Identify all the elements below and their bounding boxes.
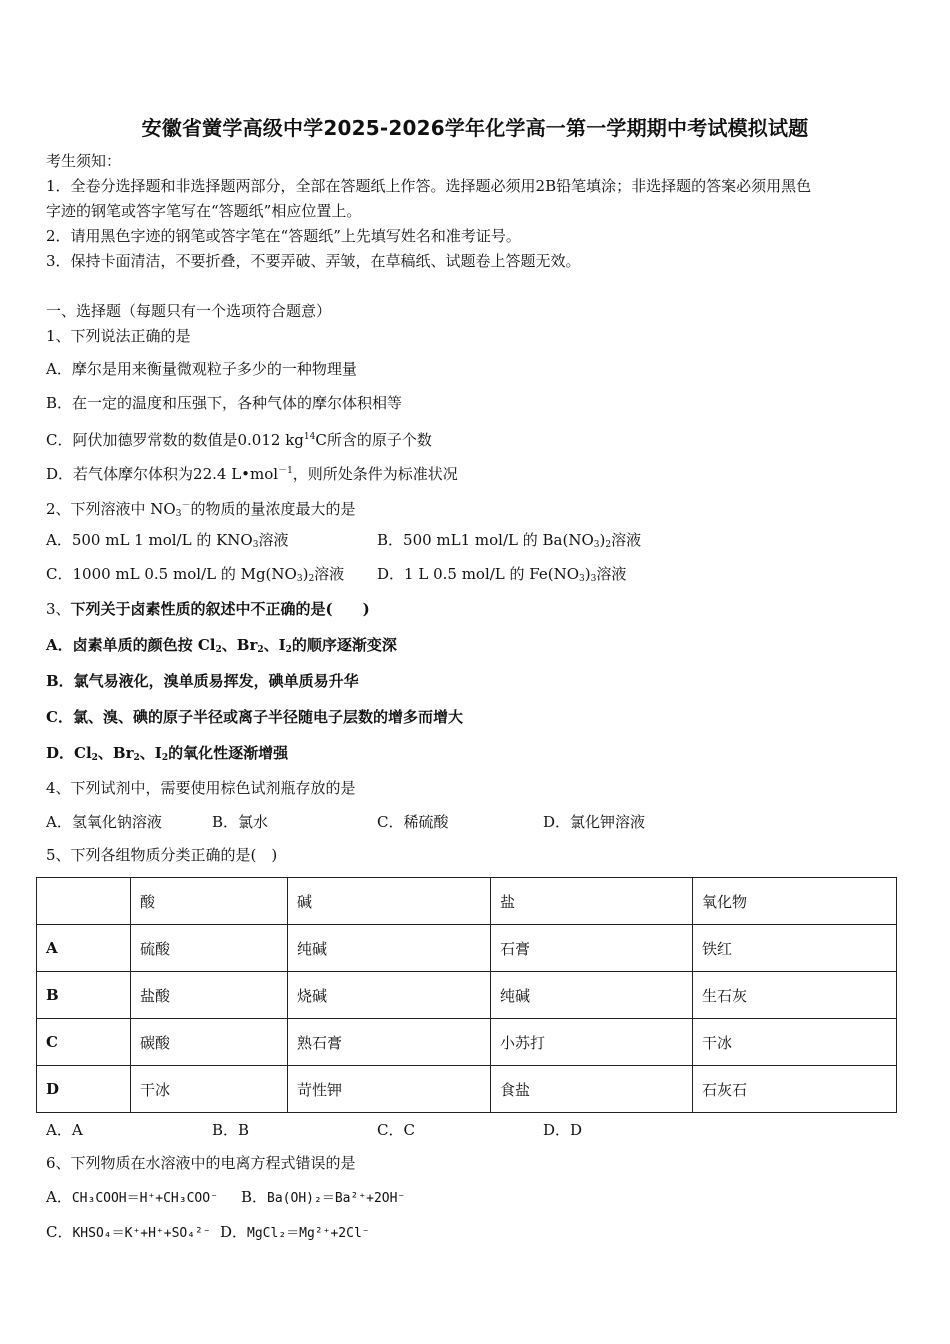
q3-d-sub1: 2	[91, 753, 98, 763]
q3-option-d	[46, 743, 288, 768]
q2-b-sub2: 2	[605, 540, 612, 550]
table-cell: 石膏	[491, 925, 693, 972]
table-cell: 干冰	[131, 1066, 288, 1113]
q3-stem-text: 下列关于卤素性质的叙述中不正确的是( )	[70, 600, 370, 618]
q3-number: 3、	[46, 600, 71, 618]
q2-option-c	[46, 564, 344, 589]
q3-a-sub2: 2	[257, 645, 264, 655]
table-cell: 酸	[131, 878, 288, 925]
q2-c-mid: )	[302, 565, 309, 583]
table-cell: 氧化物	[693, 878, 897, 925]
q6-option-d	[220, 1222, 370, 1244]
table-cell	[37, 878, 131, 925]
notice-heading: 考生须知：	[46, 152, 122, 170]
q2-c-sub2: 2	[308, 574, 315, 584]
q1-option-b: B．在一定的温度和压强下，各种气体的摩尔体积相等	[46, 394, 403, 412]
q3-d-mid2: 、I	[139, 744, 162, 762]
table-cell: 硫酸	[131, 925, 288, 972]
q3-option-c: C．氯、溴、碘的原子半径或离子半径随电子层数的增多而增大	[46, 708, 463, 726]
q3-a-mid2: 、I	[263, 636, 286, 654]
q2-b-end: 溶液	[611, 531, 642, 549]
q6-d-equation: MgCl₂＝Mg²⁺+2Cl⁻	[247, 1226, 370, 1241]
q2-d-end: 溶液	[596, 565, 627, 583]
q6-stem: 6、下列物质在水溶液中的电离方程式错误的是	[46, 1154, 356, 1172]
q6-option-c	[46, 1222, 211, 1244]
q2-stem-text: 2、下列溶液中 NO	[46, 500, 176, 518]
q6-b-equation: Ba(OH)₂＝Ba²⁺+2OH⁻	[267, 1191, 406, 1206]
q2-stem-sub: 3	[175, 509, 182, 519]
q2-c-end: 溶液	[314, 565, 345, 583]
q1-option-c	[46, 427, 432, 450]
table-header-row	[37, 878, 897, 925]
q3-d-mid1: 、Br	[97, 744, 134, 762]
q2-d-sub1: 3	[579, 574, 585, 584]
q2-option-d	[377, 564, 626, 589]
table-cell: 碳酸	[131, 1019, 288, 1066]
q5-option-b: B．B	[212, 1121, 250, 1139]
q1-c-text: C．阿伏加德罗常数的数值是0.012 kg	[46, 431, 304, 449]
table-cell: 烧碱	[288, 972, 491, 1019]
q1-option-a: A．摩尔是用来衡量微观粒子多少的一种物理量	[46, 360, 357, 378]
q1-c-text-end: C所含的原子个数	[315, 431, 432, 449]
q2-d-sub2: 3	[590, 574, 597, 584]
q5-option-d: D．D	[543, 1121, 583, 1139]
q1-d-text: D．若气体摩尔体积为22.4 L•mol	[46, 465, 279, 483]
section-heading: 一、选择题（每题只有一个选项符合题意）	[46, 302, 332, 320]
q2-stem	[46, 496, 356, 524]
table-cell: 熟石膏	[288, 1019, 491, 1066]
q5-option-c: C．C	[377, 1121, 415, 1139]
table-cell: D	[37, 1066, 131, 1113]
q2-stem-text-end: 的物质的量浓度最大的是	[190, 500, 356, 518]
q2-d-text: D．1 L 0.5 mol/L 的 Fe(NO	[377, 565, 580, 583]
q1-c-sup: 14	[303, 432, 316, 442]
table-cell: 盐酸	[131, 972, 288, 1019]
table-cell: 苛性钾	[288, 1066, 491, 1113]
q3-a-mid1: 、Br	[221, 636, 258, 654]
q3-a-sub1: 2	[215, 645, 222, 655]
q1-stem: 1、下列说法正确的是	[46, 327, 191, 345]
q2-d-mid: )	[584, 565, 591, 583]
q4-option-d: D．氯化钾溶液	[543, 813, 646, 831]
q3-d-end: 的氧化性逐渐增强	[168, 744, 289, 762]
page-title: 安徽省黉学高级中学2025-2026学年化学高一第一学期期中考试模拟试题	[141, 116, 809, 140]
q3-a-end: 的顺序逐渐变深	[291, 636, 397, 654]
q2-a-text: A．500 mL 1 mol/L 的 KNO	[46, 531, 253, 549]
notice-item-1-cont: 字迹的钢笔或答字笔写在“答题纸”相应位置上。	[46, 202, 362, 220]
table-cell: 生石灰	[693, 972, 897, 1019]
q3-d-text: D．Cl	[46, 744, 92, 762]
table-cell: 纯碱	[491, 972, 693, 1019]
q3-option-b: B．氯气易液化，溴单质易挥发，碘单质易升华	[46, 672, 359, 690]
table-row	[37, 925, 897, 972]
q5-stem: 5、下列各组物质分类正确的是( )	[46, 846, 278, 864]
q2-a-end: 溶液	[258, 531, 289, 549]
q2-c-sub1: 3	[296, 574, 303, 584]
q2-stem-sup: －	[181, 501, 191, 511]
q3-d-sub3: 2	[161, 753, 169, 763]
table-row	[37, 972, 897, 1019]
q6-a-label: A．	[46, 1188, 72, 1206]
q3-option-a	[46, 635, 397, 660]
table-cell: 盐	[491, 878, 693, 925]
q2-option-b	[377, 530, 641, 555]
q6-c-equation: KHSO₄＝K⁺+H⁺+SO₄²⁻	[72, 1226, 211, 1241]
q2-option-a	[46, 530, 288, 555]
q6-c-label: C．	[46, 1223, 73, 1241]
q3-a-text: A．卤素单质的颜色按 Cl	[46, 636, 216, 654]
table-cell: 干冰	[693, 1019, 897, 1066]
table-cell: B	[37, 972, 131, 1019]
notice-item-1: 1．全卷分选择题和非选择题两部分，全部在答题纸上作答。选择题必须用2B铅笔填涂；非选择题的答案必须用黑色	[46, 177, 812, 195]
q4-option-c: C．稀硫酸	[377, 813, 449, 831]
table-cell: 小苏打	[491, 1019, 693, 1066]
q1-d-sup: －1	[278, 466, 293, 476]
q5-option-a: A．A	[46, 1121, 83, 1139]
q6-b-label: B．	[241, 1188, 268, 1206]
q2-b-text: B．500 mL1 mol/L 的 Ba(NO	[377, 531, 594, 549]
table-cell: C	[37, 1019, 131, 1066]
notice-item-3: 3．保持卡面清洁，不要折叠，不要弄破、弄皱，在草稿纸、试题卷上答题无效。	[46, 252, 581, 270]
q6-a-equation: CH₃COOH＝H⁺+CH₃COO⁻	[71, 1191, 218, 1206]
q4-option-b: B．氯水	[212, 813, 269, 831]
q2-b-mid: )	[599, 531, 606, 549]
q4-option-a: A．氢氧化钠溶液	[46, 813, 162, 831]
table-row	[37, 1066, 897, 1113]
q6-option-b	[241, 1187, 405, 1209]
q3-a-sub3: 2	[285, 645, 292, 655]
q2-a-sub: 3	[252, 540, 259, 550]
table-row	[37, 1019, 897, 1066]
table-cell: 食盐	[491, 1066, 693, 1113]
table-cell: 铁红	[693, 925, 897, 972]
q3-d-sub2: 2	[133, 753, 140, 763]
q3-stem	[46, 599, 370, 619]
q6-option-a	[46, 1187, 218, 1209]
classification-table	[36, 877, 897, 1113]
q1-d-text-end: ，则所处条件为标准状况	[292, 465, 458, 483]
q6-d-label: D．	[220, 1223, 248, 1241]
q2-c-text: C．1000 mL 0.5 mol/L 的 Mg(NO	[46, 565, 297, 583]
table-cell: 纯碱	[288, 925, 491, 972]
notice-item-2: 2．请用黑色字迹的钢笔或答字笔在“答题纸”上先填写姓名和准考证号。	[46, 227, 521, 245]
table-cell: A	[37, 925, 131, 972]
q4-stem: 4、下列试剂中，需要使用棕色试剂瓶存放的是	[46, 779, 356, 797]
q2-b-sub1: 3	[593, 540, 600, 550]
table-cell: 碱	[288, 878, 491, 925]
table-cell: 石灰石	[693, 1066, 897, 1113]
q1-option-d	[46, 461, 458, 484]
